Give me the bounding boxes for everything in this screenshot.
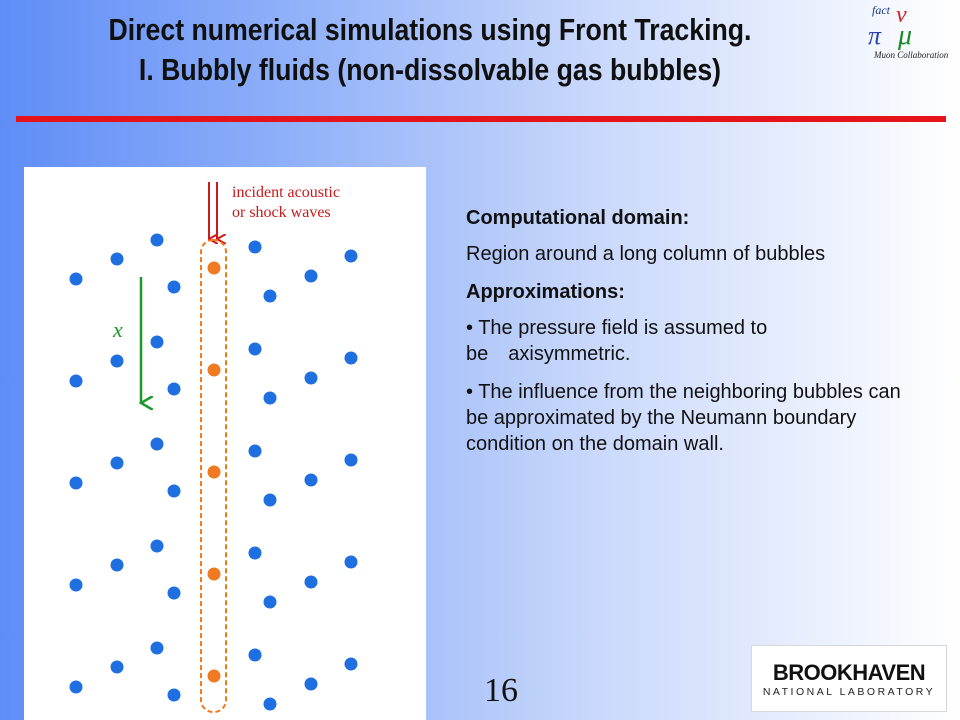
slide-title [86,10,774,90]
brookhaven-logo [751,645,947,712]
bubble [249,649,262,662]
bubble [111,457,124,470]
bubble [264,596,277,609]
bubble [305,372,318,385]
slide-title-line-2: I. Bubbly fluids (non-dissolvable gas bubbles) [138,52,722,87]
approximation-bullet-1-part-a: • The pressure field is assumed to be [466,317,768,365]
slide-title-line-1: Direct numerical simulations using Front Tracking. [108,12,752,47]
bubble [305,576,318,589]
bubble [151,540,164,553]
bubble [249,445,262,458]
bubble [345,250,358,263]
bubble [70,273,83,286]
incident-wave-label-line-2: or shock waves [232,204,331,221]
bubble [70,681,83,694]
column-bubble [208,568,221,581]
bubble [111,661,124,674]
bubble [151,438,164,451]
bubble [70,477,83,490]
approximation-bullet-1 [466,315,916,367]
bubble [111,253,124,266]
title-separator-rule [16,116,946,122]
bubble [70,375,83,388]
brookhaven-logo-main: BROOKHAVEN [772,660,926,685]
bubble [249,343,262,356]
column-bubble [208,364,221,377]
bubble [168,587,181,600]
logo-pi-glyph: π [868,21,882,50]
bubble [345,556,358,569]
bubble-column-figure [24,167,426,720]
bubble [264,698,277,711]
bubble [305,678,318,691]
bubble [111,355,124,368]
bubble [70,579,83,592]
content-text [466,205,916,469]
x-axis-label: x [113,317,123,342]
bubble [168,485,181,498]
bubble [249,241,262,254]
logo-mu-glyph: μ [898,20,913,51]
bubble [264,494,277,507]
logo-fact-text: fact [872,3,890,17]
bubble [305,270,318,283]
bubble-field [70,234,358,711]
computational-domain-text: Region around a long column of bubbles [466,243,826,265]
computational-domain-heading: Computational domain: [466,207,690,229]
bubble [345,658,358,671]
bubble [168,281,181,294]
bubble [249,547,262,560]
bubble [264,392,277,405]
column-bubble [208,466,221,479]
bubble [151,336,164,349]
page-number: 16 [484,672,518,709]
bubble [151,642,164,655]
approximation-bullet-2: • The influence from the neighboring bubbles can be approximated by the Neumann boundary condition on the domain wall. [466,381,901,455]
column-bubble [208,670,221,683]
bubble [151,234,164,247]
bubble [345,352,358,365]
column-bubble [208,262,221,275]
bubble [111,559,124,572]
approximation-bullet-1-part-b: axisymmetric. [508,343,631,365]
bubble [305,474,318,487]
bubble [264,290,277,303]
muon-collaboration-logo [858,0,960,64]
incident-wave-label-line-1: incident acoustic [232,184,340,201]
approximations-heading: Approximations: [466,281,625,303]
logo-sub-text: Muon Collaboration [874,50,949,60]
bubble-column-diagram [24,167,426,720]
bubble [345,454,358,467]
bubble [168,383,181,396]
brookhaven-logo-sub: NATIONAL LABORATORY [762,686,936,698]
bubble [168,689,181,702]
logo-nu-glyph: ν [896,2,907,28]
